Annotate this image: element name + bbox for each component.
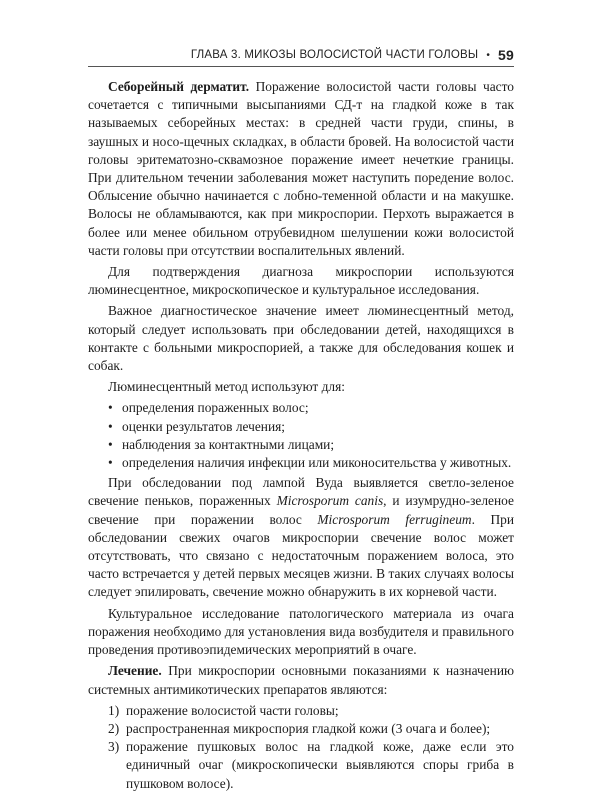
paragraph-text: . При обследовании свежих очагов микроспории свечение волос может отсутствовать, что связано с недостаточным поражением волоса, это часто встречается у детей первых месяцев жизни. В таких случаях волосы следует эпилировать, свечение можно обнаружить в их корневой части.: [88, 511, 514, 600]
number-mark: 1): [108, 702, 120, 718]
header-bullet: •: [486, 49, 491, 61]
bullet-mark: •: [108, 400, 113, 416]
list-item: [108, 454, 514, 472]
paragraph-seborrheic-dermatitis: [88, 78, 514, 260]
list-item: [108, 399, 514, 417]
paragraph-culture: Культуральное исследование патологического материала из очага поражения необходимо для установления вида возбудителя и правильного проведения противоэпидемических мероприятий в очаге.: [88, 605, 514, 658]
page-number: 59: [498, 47, 514, 63]
list-item: [108, 418, 514, 436]
paragraph-list-intro: Люминесцентный метод используют для:: [108, 379, 345, 395]
list-item-text: определения наличия инфекции или миконосительства у животных.: [122, 455, 512, 471]
list-item-text: определения пораженных волос;: [122, 400, 309, 416]
paragraph-wood-lamp: [88, 474, 514, 601]
paragraph-treatment: [88, 662, 514, 698]
paragraph-heading: Лечение.: [108, 663, 162, 679]
list-item: [108, 436, 514, 454]
bullet-mark: •: [108, 436, 113, 452]
list-item: [108, 702, 514, 720]
paragraph-text: , и изумрудно-зеленое свечение при поражении волос: [88, 493, 514, 527]
number-mark: 3): [108, 739, 120, 755]
chapter-title: ГЛАВА 3. МИКОЗЫ ВОЛОСИСТОЙ ЧАСТИ ГОЛОВЫ: [190, 49, 479, 61]
list-item: [108, 720, 514, 738]
running-header: [88, 44, 514, 67]
paragraph-diagnosis: Для подтверждения диагноза микроспории используются люминесцентное, микроскопическое и культуральное исследования.: [88, 264, 514, 298]
list-item-text: распространенная микроспория гладкой кожи (3 очага и более);: [126, 720, 491, 736]
list-item-text: поражение пушковых волос на гладкой коже, даже если это единичный очаг (микроскопически выявляются споры гриба в пушковом волосе).: [126, 739, 514, 791]
bullet-list: [88, 399, 514, 472]
bullet-mark: •: [108, 455, 113, 471]
paragraph-luminescent-method: Важное диагностическое значение имеет люминесцентный метод, который следует использовать при обследовании детей, находящихся в контакте с больными микроспорией, а также для обследования кошек и собак.: [88, 303, 514, 374]
bullet-mark: •: [108, 418, 113, 434]
list-item-text: оценки результатов лечения;: [122, 418, 286, 434]
list-item: [108, 738, 514, 793]
body-text: [88, 78, 514, 793]
paragraph-text: При обследовании под лампой Вуда выявляется светло-зеленое свечение пеньков, пораженных: [88, 475, 514, 509]
list-item-text: наблюдения за контактными лицами;: [122, 436, 335, 452]
list-item-text: поражение волосистой части головы;: [126, 702, 339, 718]
paragraph-heading: Себорейный дерматит.: [108, 79, 250, 94]
species-name: Microsporum ferrugineum: [317, 511, 472, 527]
numbered-list: [88, 702, 514, 793]
number-mark: 2): [108, 720, 120, 736]
paragraph-text: Поражение волосистой части головы часто сочетается с типичными высыпаниями СД-т на гладкой коже в так называемых себорейных местах: в средней части груди, спины, в заушных и носо-щечных складках, в области бровей. На волосистой части головы эритематозно-сквамозное поражение имеет нечеткие границы. При длительном течении заболевания может наступить поредение волос. Облысение обычно начинается с лобно-теменной области и на макушке. Волосы не обламываются, как при микроспории. Перхоть выражается в более или менее обильном отрубевидном шелушении кожи волосистой части головы при отсутствии воспалительных явлений.: [88, 79, 515, 258]
paragraph-text: При микроспории основными показаниями к назначению системных антимикотических препаратов являются:: [88, 663, 514, 697]
species-name: Microsporum canis: [276, 493, 384, 509]
